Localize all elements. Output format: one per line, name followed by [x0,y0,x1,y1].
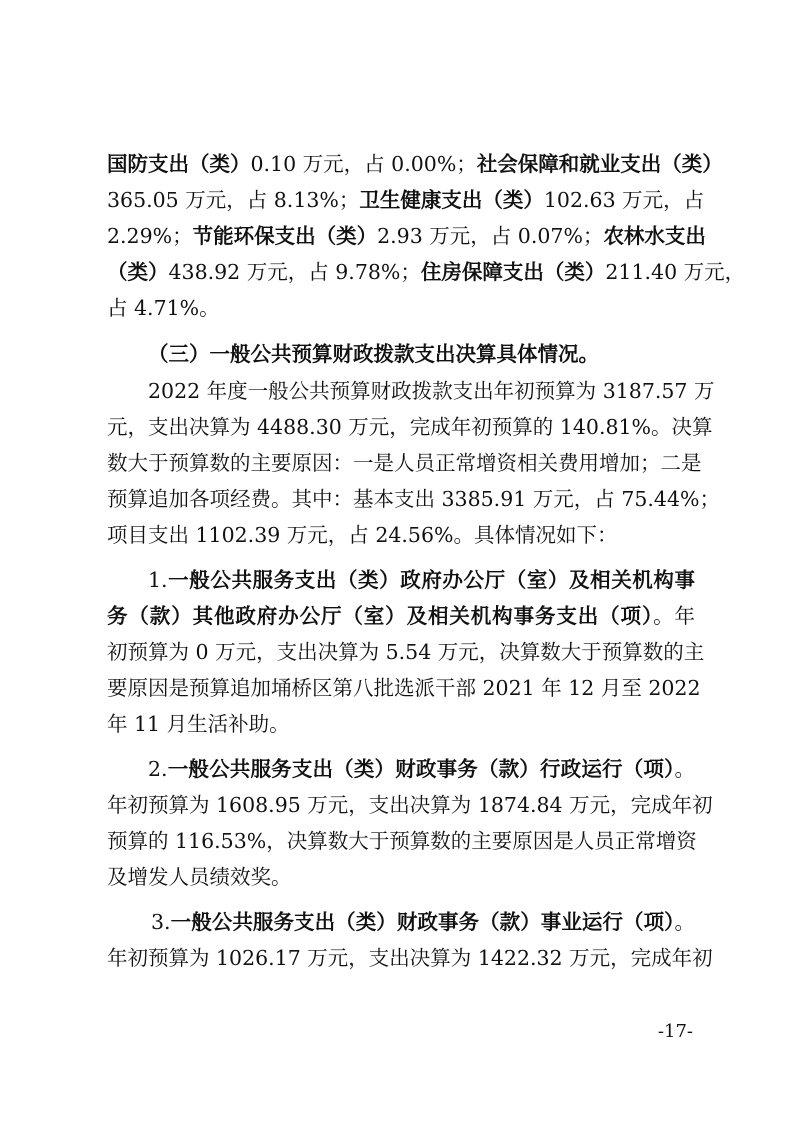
line-9-seg-1: 数大于预算数的主要原因：一是人员正常增资相关费用增加；二是 [107,451,702,475]
text-line-21 [151,906,695,938]
text-line-2 [107,184,705,216]
line-3-seg-1: 2.29%； [107,224,193,248]
line-13-seg-2: 。年 [653,604,696,628]
text-line-11 [107,519,618,551]
line-16-seg-1: 年 11 月生活补助。 [107,712,290,736]
line-21-seg-3: 。 [674,910,695,934]
text-line-14 [107,636,705,668]
line-18-seg-1: 年初预算为 1608.95 万元，支出决算为 1874.84 万元，完成年初 [107,793,713,817]
line-4-seg-2: 438.92 万元，占 9.78%； [168,260,421,284]
section-heading [148,338,599,370]
line-1-seg-2: 0.10 万元，占 0.00%； [250,152,477,176]
line-15-seg-1: 要原因是预算追加埇桥区第八批选派干部 2021 年 12 月至 2022 [107,676,701,700]
page-number: -17- [657,1021,693,1042]
line-4-seg-4: 211.40 万元， [605,260,746,284]
line-3-seg-2: 节能环保支出（类） [192,224,378,248]
line-20-seg-1: 及增发人员绩效奖。 [107,865,292,889]
line-8-seg-1: 元，支出决算为 4488.30 万元，完成年初预算的 140.81%。决算 [107,415,713,439]
text-line-15 [107,672,701,704]
line-1-seg-1: 国防支出（类） [107,152,251,176]
line-10-seg-1: 预算追加各项经费。其中：基本支出 3385.91 万元，占 75.44%； [107,487,720,511]
line-3-seg-4: 农林水支出 [603,224,706,248]
text-line-18 [107,789,713,821]
line-17-seg-3: 。 [674,757,695,781]
line-13-seg-1: 务（款）其他政府办公厅（室）及相关机构事务支出（项） [107,604,654,628]
line-4-seg-1: （类） [107,260,169,284]
text-line-20 [107,861,292,893]
text-line-16 [107,708,290,740]
line-11-seg-1: 项目支出 1102.39 万元，占 24.56%。具体情况如下： [107,523,618,547]
line-2-seg-3: 102.63 万元，占 [543,188,705,212]
line-17-seg-2: 一般公共服务支出（类）财政事务（款）行政运行（项） [167,757,675,781]
text-line-19 [107,825,695,857]
section-heading-text: （三）一般公共预算财政拨款支出决算具体情况。 [148,342,599,366]
line-1-seg-3: 社会保障和就业支出（类） [476,152,723,176]
text-line-22 [107,942,713,974]
line-2-seg-1: 365.05 万元，占 8.13%； [107,188,360,212]
line-21-seg-2: 一般公共服务支出（类）财政事务（款）事业运行（项） [170,910,675,934]
line-5-seg-1: 占 4.71%。 [107,296,220,320]
text-line-13 [107,600,695,632]
text-line-4 [107,256,746,288]
text-line-17 [148,753,695,785]
text-line-1 [107,148,723,180]
text-line-5 [107,292,220,324]
text-line-7 [148,375,715,407]
line-14-seg-1: 初预算为 0 万元，支出决算为 5.54 万元，决算数大于预算数的主 [107,640,705,664]
line-2-seg-2: 卫生健康支出（类） [359,188,544,212]
line-19-seg-1: 预算的 116.53%，决算数大于预算数的主要原因是人员正常增资 [107,829,697,853]
text-line-3 [107,220,706,252]
line-3-seg-3: 2.93 万元，占 0.07%； [377,224,604,248]
line-22-seg-1: 年初预算为 1026.17 万元，支出决算为 1422.32 万元，完成年初 [107,946,713,970]
text-line-9 [107,447,702,479]
line-4-seg-3: 住房保障支出（类） [420,260,606,284]
line-17-seg-1: 2. [148,757,168,781]
line-12-seg-1: 1. [148,568,168,592]
text-line-12 [148,564,695,596]
line-7-seg-1: 2022 年度一般公共预算财政拨款支出年初预算为 3187.57 万 [148,379,715,403]
line-12-seg-2: 一般公共服务支出（类）政府办公厅（室）及相关机构事 [167,568,695,592]
text-line-10 [107,483,720,515]
text-line-8 [107,411,713,443]
line-21-seg-1: 3. [151,910,171,934]
